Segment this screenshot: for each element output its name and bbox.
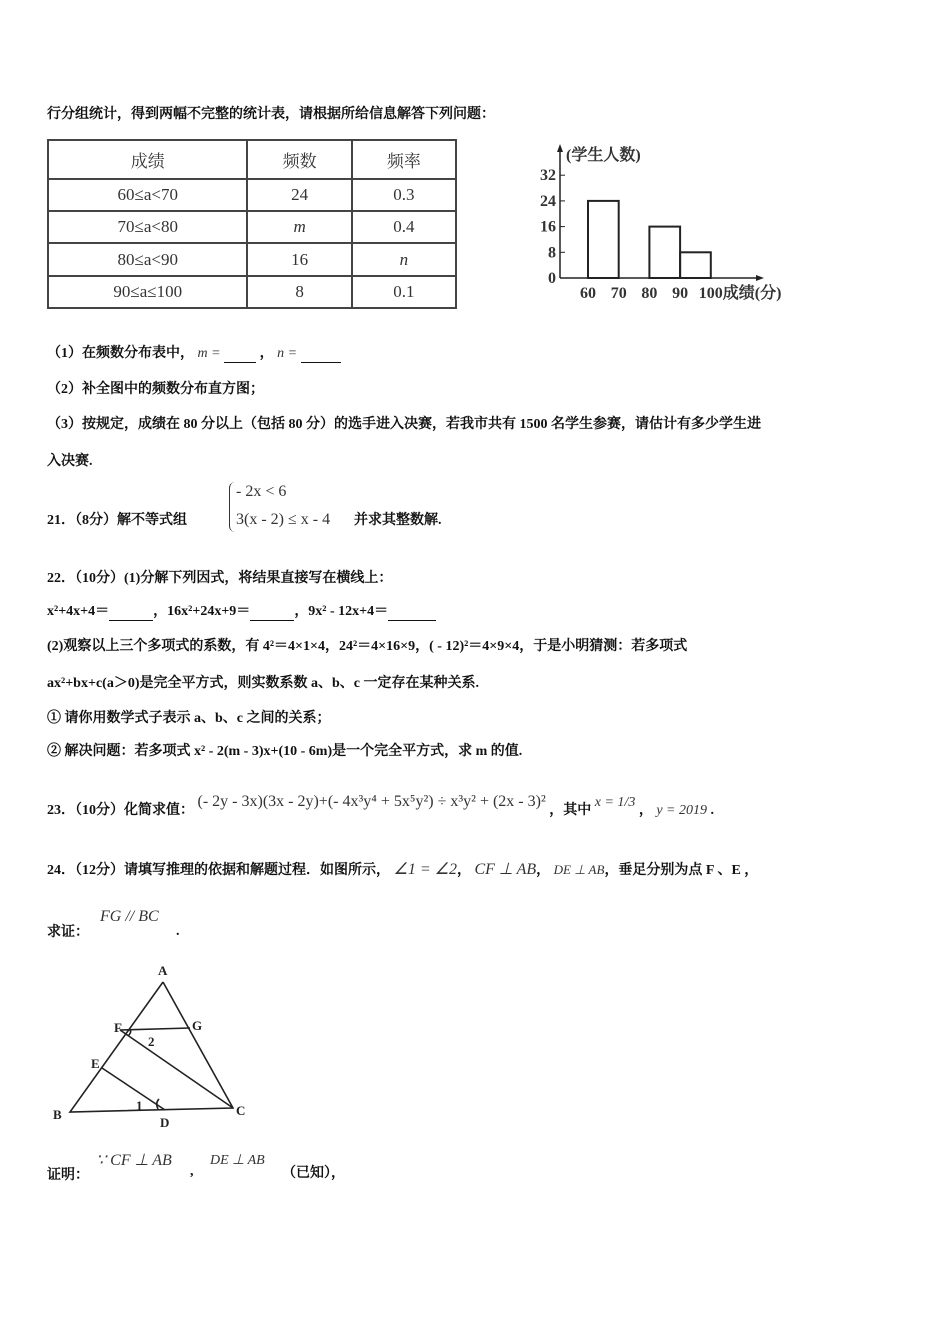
label-2: 2 xyxy=(148,1034,155,1049)
y-tick-label: 24 xyxy=(540,192,556,210)
q22-sub2: ② 解决问题：若多项式 x² - 2(m - 3)x+(10 - 6m)是一个完全平方式，求 m 的值. xyxy=(47,744,523,759)
y-axis-label: (学生人数) xyxy=(566,147,641,164)
q23-line xyxy=(47,793,714,819)
q20-part3a: （3）按规定，成绩在 80 分以上（包括 80 分）的选手进入决赛，若我市共有 1500 名学生参赛，请估计有多少学生进 xyxy=(47,417,761,432)
q24-proof-step2: DE ⊥ AB xyxy=(210,1153,265,1168)
cell: 8 xyxy=(247,276,351,308)
expr-1: x²+4x+4＝ xyxy=(47,604,110,619)
label-d: D xyxy=(160,1115,170,1130)
cell: 24 xyxy=(247,179,351,211)
q20-part3b: 入决赛. xyxy=(47,454,93,469)
q21-ineq2: 3(x - 2) ≤ x - 4 xyxy=(236,511,331,528)
header-cell: 频率 xyxy=(352,140,456,179)
header-cell: 成绩 xyxy=(48,140,247,179)
m-blank[interactable] xyxy=(224,346,256,363)
x-tick-label: 70 xyxy=(610,285,627,302)
blank[interactable] xyxy=(250,604,294,621)
triangle-diagram xyxy=(40,960,260,1135)
label-1: 1 xyxy=(136,1098,143,1113)
label-f: F xyxy=(114,1020,122,1035)
frequency-table xyxy=(47,139,457,309)
q23-mid: ，其中 xyxy=(549,803,592,818)
q23-sep: ， xyxy=(638,803,653,818)
cell: m xyxy=(247,211,351,243)
q24-proof-step1: ∵ CF ⊥ AB xyxy=(96,1152,172,1169)
q20-part1 xyxy=(47,342,341,363)
intro-text: 行分组统计，得到两幅不完整的统计表，请根据所给信息解答下列问题： xyxy=(47,107,495,122)
histogram-bar xyxy=(588,201,619,278)
q23-end: . xyxy=(710,803,714,818)
q24-prove-label: 求证： xyxy=(47,925,89,940)
cell: 0.4 xyxy=(352,211,456,243)
q24-cond1: ∠1 = ∠2 xyxy=(393,861,457,878)
q23-prefix: 23．（10分）化简求值： xyxy=(47,803,194,818)
y-tick-label: 0 xyxy=(548,270,556,287)
label-b: B xyxy=(53,1107,62,1122)
q22-part2b: ax²+bx+c(a＞0)是完全平方式，则实数系数 a、b、c 一定存在某种关系. xyxy=(47,676,479,691)
label-a: A xyxy=(158,963,168,978)
q21-suffix: 并求其整数解. xyxy=(354,513,442,528)
q24-proof-reason: （已知）， xyxy=(282,1166,345,1181)
q24-line: 24．（12分）请填写推理的依据和解题过程．如图所示， ∠1 = ∠2， CF ⊥ AB， DE ⊥ AB，垂足分别为点 F 、E ， xyxy=(47,861,759,878)
period: . xyxy=(176,924,180,939)
q20-part1-text: （1）在频数分布表中， xyxy=(47,346,194,361)
angle-1-arc xyxy=(157,1099,159,1109)
segment-ed xyxy=(102,1068,165,1110)
header-cell: 频数 xyxy=(247,140,351,179)
q21-ineq1: - 2x < 6 xyxy=(236,483,287,500)
label-c: C xyxy=(236,1103,246,1118)
q24-suffix: ，垂足分别为点 F 、E ， xyxy=(604,863,759,878)
q24-prefix: 24．（12分）请填写推理的依据和解题过程．如图所示， xyxy=(47,863,390,878)
y-tick-label: 8 xyxy=(548,244,556,262)
q24-cond2: CF ⊥ AB xyxy=(474,861,537,878)
cell: 0.3 xyxy=(352,179,456,211)
cell: 0.1 xyxy=(352,276,456,308)
q24-proof-label: 证明： xyxy=(47,1168,89,1183)
comma: , xyxy=(190,1164,194,1179)
y-tick-label: 32 xyxy=(540,167,556,185)
x-tick-label: 100 xyxy=(698,285,723,302)
y-axis-arrow xyxy=(557,144,563,152)
table-row xyxy=(48,211,456,243)
x-axis-arrow xyxy=(756,275,764,281)
q21-prefix: 21．（8分）解不等式组 xyxy=(47,513,187,528)
q20-part2: （2）补全图中的频数分布直方图； xyxy=(47,382,264,397)
m-label: m = xyxy=(197,346,221,361)
q22-title: 22．（10分）(1)分解下列因式，将结果直接写在横线上： xyxy=(47,571,393,586)
q24-cond3: DE ⊥ AB xyxy=(553,862,605,877)
table-row xyxy=(48,243,456,275)
blank[interactable] xyxy=(388,604,436,621)
n-label: n = xyxy=(277,346,298,361)
histogram-bar xyxy=(680,252,711,278)
segment-fc xyxy=(120,1030,233,1108)
q23-expression: (- 2y - 3x)(3x - 2y)+(- 4x³y⁴ + 5x⁵y²) ÷ x³y² + (2x - 3)² xyxy=(197,793,546,810)
x-tick-label: 90 xyxy=(672,285,689,302)
x-tick-label: 80 xyxy=(641,285,658,302)
cell: 70≤a<80 xyxy=(48,211,247,243)
q24-prove-statement: FG // BC xyxy=(100,908,159,925)
table-row xyxy=(48,276,456,308)
cell: n xyxy=(352,243,456,275)
x-axis-label: 成绩(分) xyxy=(722,285,782,302)
x-tick-label: 60 xyxy=(580,285,596,302)
expr-3: ，9x² - 12x+4＝ xyxy=(294,604,389,619)
cell: 16 xyxy=(247,243,351,275)
q22-part2a: (2)观察以上三个多项式的系数，有 4²＝4×1×4，24²＝4×16×9，( - 12)²＝4×9×4，于是小明猜测：若多项式 xyxy=(47,639,688,654)
q22-expressions xyxy=(47,600,436,621)
blank[interactable] xyxy=(109,604,153,621)
separator: ， xyxy=(259,346,274,361)
cell: 60≤a<70 xyxy=(48,179,247,211)
label-g: G xyxy=(192,1018,203,1033)
q22-sub1: ① 请你用数学式子表示 a、b、c 之间的关系； xyxy=(47,711,331,726)
expr-2: ，16x²+24x+9＝ xyxy=(153,604,251,619)
histogram-bar xyxy=(649,227,680,278)
y-tick-label: 16 xyxy=(540,218,556,236)
label-e: E xyxy=(91,1056,100,1071)
q23-x-value: x = 1/3 xyxy=(594,795,636,810)
cell: 90≤a≤100 xyxy=(48,276,247,308)
table-header-row xyxy=(48,140,456,179)
q23-y-value: y = 2019 xyxy=(656,803,707,818)
histogram xyxy=(520,140,820,310)
n-blank[interactable] xyxy=(301,346,341,363)
table-row xyxy=(48,179,456,211)
cell: 80≤a<90 xyxy=(48,243,247,275)
